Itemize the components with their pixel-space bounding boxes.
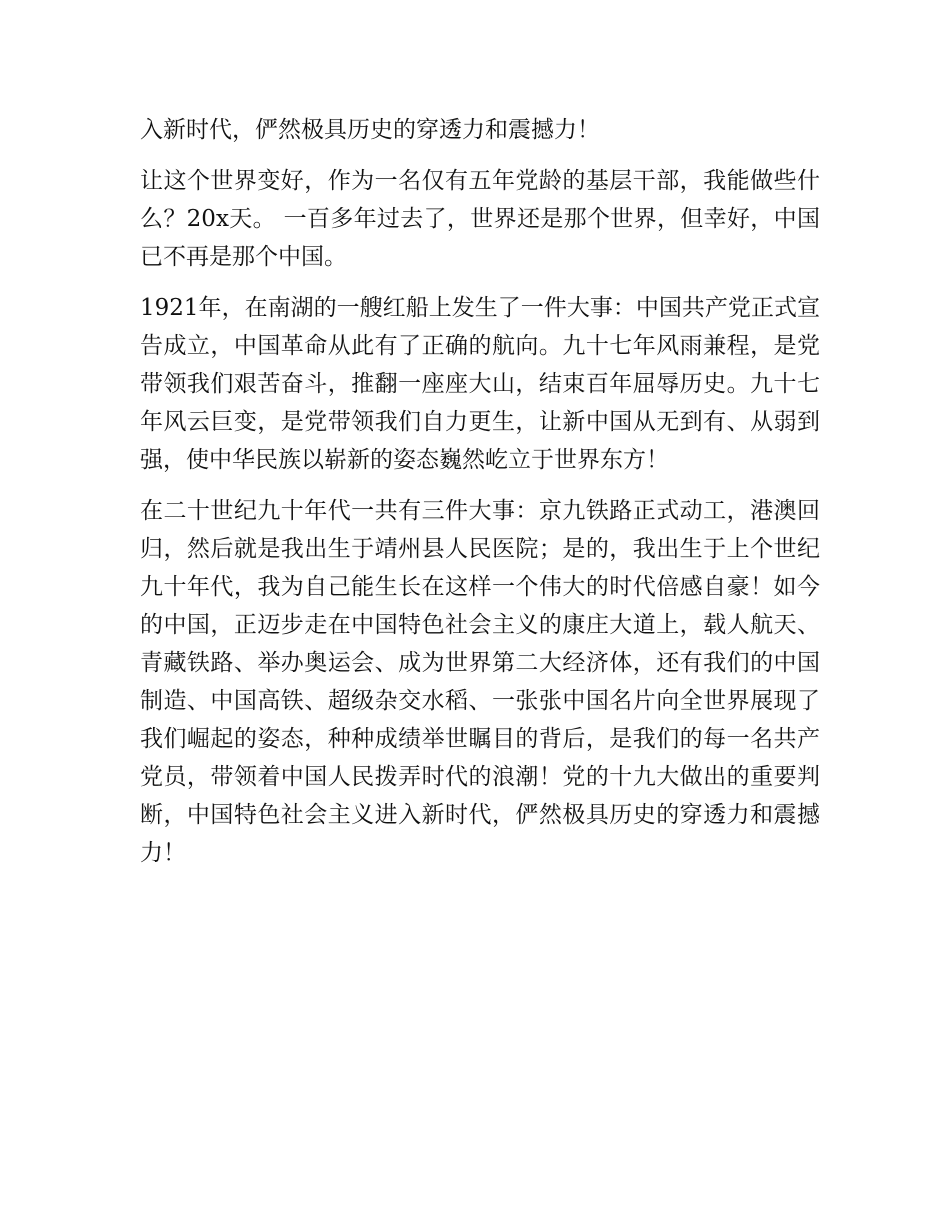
paragraph-1: 入新时代，俨然极具历史的穿透力和震撼力！: [140, 117, 600, 143]
paragraph-2: 让这个世界变好，作为一名仅有五年党龄的基层干部，我能做些什么？20x天。 一百多年过去了，世界还是那个世界，但幸好，中国已不再是那个中国。: [140, 168, 820, 270]
document-body: [140, 111, 820, 885]
paragraph-4: 在二十世纪九十年代一共有三件大事：京九铁路正式动工，港澳回归，然后就是我出生于靖州县人民医院；是的，我出生于上个世纪九十年代，我为自己能生长在这样一个伟大的时代倍感自豪！如今的中国，正迈步走在中国特色社会主义的康庄大道上，载人航天、青藏铁路、举办奥运会、成为世界第二大经济体，还有我们的中国制造、中国高铁、超级杂交水稻、一张张中国名片向全世界展现了我们崛起的姿态，种种成绩举世瞩目的背后，是我们的每一名共产党员，带领着中国人民拨弄时代的浪潮！党的十九大做出的重要判断，中国特色社会主义进入新时代，俨然极具历史的穿透力和震撼力！: [140, 498, 820, 866]
paragraph-3: 1921年，在南湖的一艘红船上发生了一件大事：中国共产党正式宣告成立，中国革命从此有了正确的航向。九十七年风雨兼程，是党带领我们艰苦奋斗，推翻一座座大山，结束百年屈辱历史。九十七年风云巨变，是党带领我们自力更生，让新中国从无到有、从弱到强，使中华民族以崭新的姿态巍然屹立于世界东方！: [140, 295, 820, 473]
